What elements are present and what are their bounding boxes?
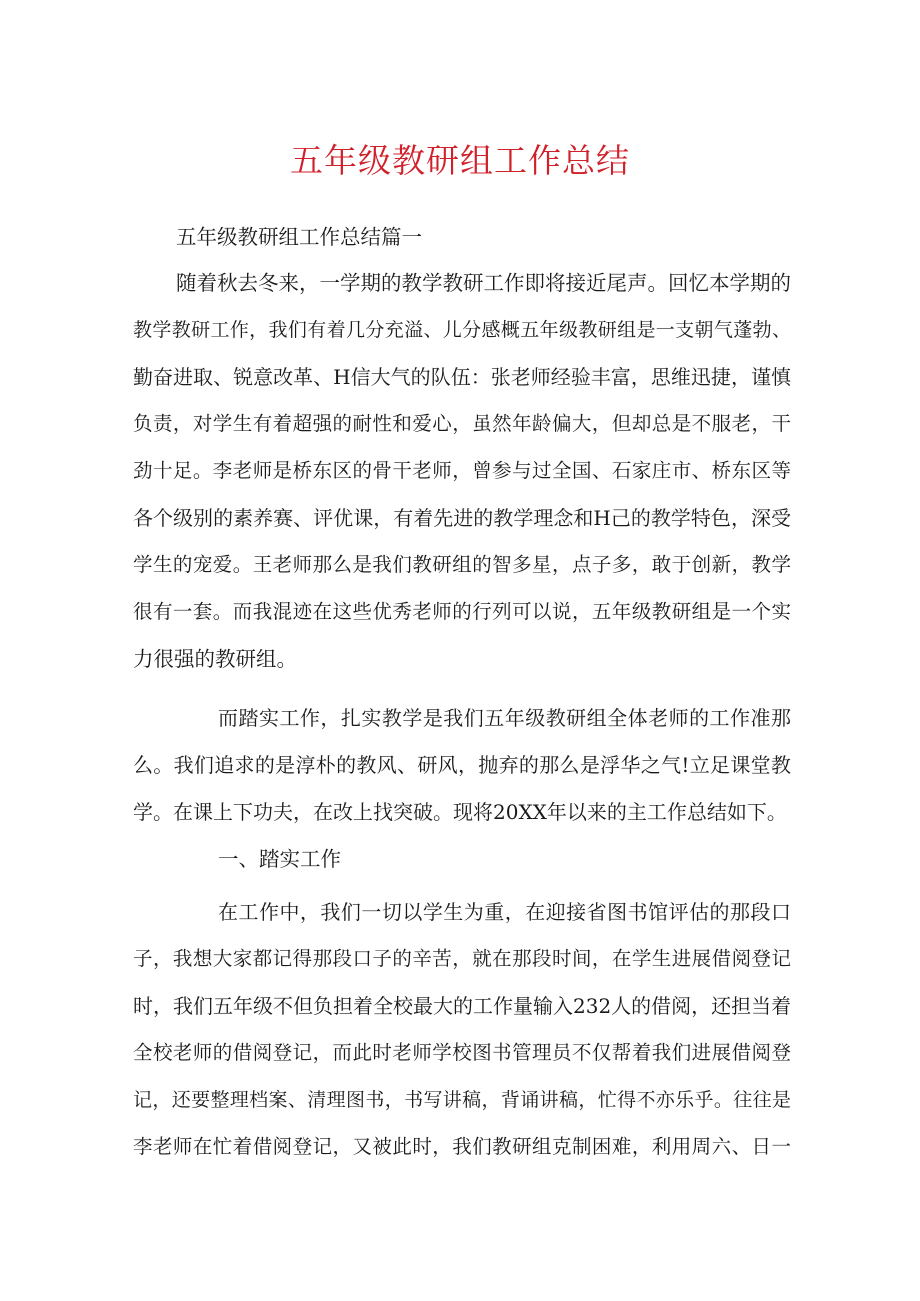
paragraph-3-line-6: 李老师在忙着借阅登记，又被此时，我们教研组克制困难，利用周六、日一	[133, 1135, 791, 1158]
document-title: 五年级教研组工作总结	[290, 141, 630, 180]
paragraph-2-line-2: 么。我们追求的是淳朴的教风、研风，抛弃的那么是浮华之气!立足课堂教	[133, 753, 791, 777]
paragraph-1-line-3: 勤奋进取、锐意改革、H信大气的队伍：张老师经验丰富，思维迅捷，谨慎	[133, 365, 791, 389]
paragraph-1-line-7: 学生的宠爱。王老师那么是我们教研组的智多星，点子多，敢于创新，教学	[133, 553, 791, 576]
section-heading: 一、踏实工作	[218, 847, 341, 871]
paragraph-3-line-5: 记，还要整理档案、清理图书，书写讲稿，背诵讲稿，忙得不亦乐乎。往往是	[133, 1089, 791, 1111]
paragraph-3-line-2: 子，我想大家都记得那段口子的辛苦，就在那段时间，在学生进展借阅登记	[133, 947, 791, 970]
paragraph-1-line-6: 各个级别的素养赛、评优课，有着先进的教学理念和H己的教学特色，深受	[133, 506, 791, 530]
paragraph-1-line-9: 力很强的教研组。	[133, 647, 297, 671]
paragraph-1-line-8: 很有一套。而我混迹在这些优秀老师的行列可以说，五年级教研组是一个实	[133, 600, 791, 623]
subtitle: 五年级教研组工作总结篇一	[176, 225, 422, 249]
paragraph-1-line-1: 随着秋去冬来，一学期的教学教研工作即将接近尾声。回忆本学期的	[176, 271, 791, 295]
paragraph-1-line-5: 劲十足。李老师是桥东区的骨干老师，曾参与过全国、石家庄市、桥东区等	[133, 459, 791, 482]
paragraph-1-line-2: 教学教研工作，我们有着几分充溢、儿分感概五年级教研组是一支朝气蓬勃、	[133, 319, 791, 341]
paragraph-2-line-1: 而踏实工作，扎实教学是我们五年级教研组全体老师的工作准那	[218, 706, 791, 730]
paragraph-3-line-3: 时，我们五年级不但负担着全校最大的工作量输入232人的借阅，还担当着	[133, 994, 792, 1018]
paragraph-2-line-3: 学。在课上下功夫，在改上找突破。现将20XX年以来的主工作总结如下。	[133, 800, 787, 824]
paragraph-1-line-4: 负责，对学生有着超强的耐性和爱心，虽然年龄偏大，但却总是不服老，干	[133, 412, 791, 435]
paragraph-3-line-1: 在工作中，我们一切以学生为重，在迎接省图书馆评估的那段口	[218, 900, 791, 924]
paragraph-3-line-4: 全校老师的借阅登记，而此时老师学校图书管理员不仅帮着我们进展借阅登	[133, 1041, 791, 1064]
